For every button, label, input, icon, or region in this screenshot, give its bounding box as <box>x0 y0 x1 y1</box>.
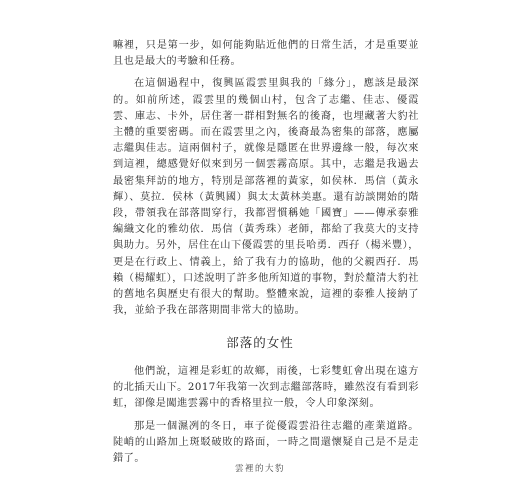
intro-continuation-paragraph: 嘛裡，只是第一步，如何能夠貼近他們的日常生活，才是重要並且也是最大的考驗和任務。 <box>113 40 419 68</box>
body-paragraph-1: 在這個過程中，復興區霞雲里與我的「緣分」，應該是最深的。如前所述，霞雲里的幾個山村，包含了志繼、佳志、優霞雲、庫志、卡外，居住著一群相對無名的後裔，也埋藏著大豹社主體的重要密碼。而在霞雲里之內，後裔最為密集的部落，應屬志繼與佳志。這兩個村子，就像是隱匿在世界邊緣一般，每次來到這裡，總感覺好似來到另一個雲霧高原。其中，志繼是我過去最密集拜訪的地方，特別是部落裡的黃家，如侯林．馬信（黃永輝）、莫拉．侯林（黃興國）與太太黃林美惠。還有訪談開始的階段，帶領我在部落間穿行，我都習慣稱她「國寶」——傳承泰雅編織文化的雅幼依．馬信（黃秀珠）老師，都給了我莫大的支持與助力。另外，居住在山下優霞雲的里長哈勇．西孖（楊米豐），更是在行政上、情義上，給了我有力的協助，他的父親西孖．馬賴（楊耀虹），口述說明了許多他所知道的事物，對於釐清大豹社的舊地名與歷史有很大的幫助。整體來說，這裡的泰雅人接納了我，並給予我在部落期間非常大的協助。 <box>113 78 419 317</box>
body-paragraph-3: 那是一個濕冽的冬日，車子從優霞雲沿往志繼的產業道路。陡峭的山路加上斑駁破敗的路面，一時之間還懷疑自己是不是走錯了。 <box>113 420 419 465</box>
running-footer: 雲裡的大豹 <box>234 464 285 474</box>
body-paragraph-2: 他們說，這裡是彩虹的故鄉，雨後，七彩雙虹會出現在遠方的北插天山下。2017年我第一次到志繼部落時，雖然沒有看到彩虹，卻像是闖進雲霧中的香格里拉一般，令人印象深刻。 <box>113 366 419 410</box>
lower-text-block <box>113 364 419 467</box>
section-title: 部落的女性 <box>226 335 294 350</box>
upper-text-block <box>113 38 419 319</box>
